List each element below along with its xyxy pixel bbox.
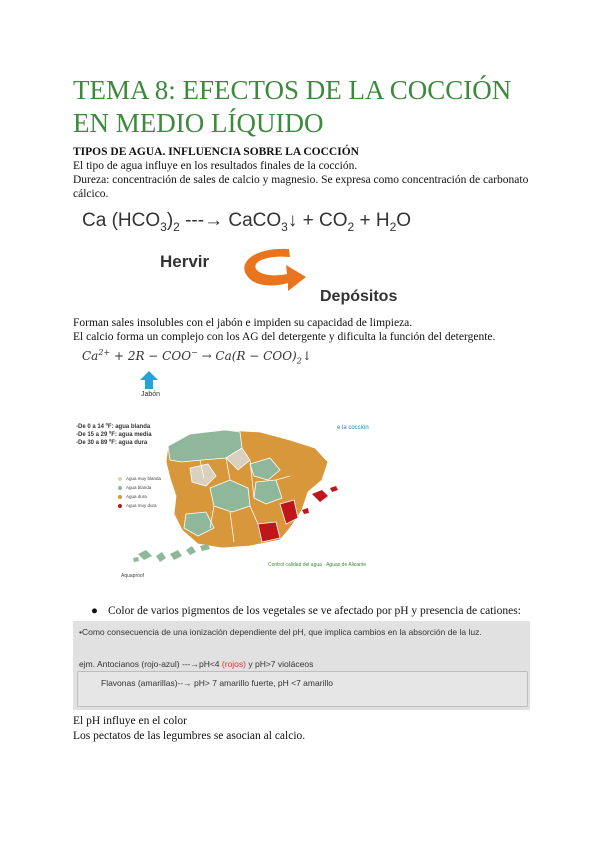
paragraph-water-type: El tipo de agua influye en los resultados finales de la cocción. <box>73 160 358 172</box>
soap-equation: $Ca^{2+} + 2R - COO^- \to Ca(R$ − $COO)_2↓$ <box>82 348 312 366</box>
flavonas-inset <box>77 671 528 707</box>
spain-water-hardness-map <box>130 418 350 568</box>
hardness-scale: -De 0 a 14 ºF: agua blanda -De 15 a 29 ºF: agua media -De 30 a 89 ºF: agua dura <box>76 424 152 446</box>
page-title: TEMA 8: EFECTOS DE LA COCCIÓN EN MEDIO LÍQUIDO <box>73 75 512 138</box>
map-legend <box>118 474 161 510</box>
map-credit: Control calidad del agua · Aguas de Alicante <box>268 562 367 568</box>
deposits-label: Depósitos <box>320 288 398 305</box>
paragraph-pectates: Los pectatos de las legumbres se asocian al calcio. <box>73 730 306 742</box>
reaction-equation: Ca $(HCO_3)_2$ ---→ CaCO$_3$↓ + $CO_2 + H_2O$ <box>82 210 412 234</box>
paragraph-ph-color: El pH influye en el color <box>73 715 188 727</box>
legend-item: Agua muy dura <box>118 501 161 510</box>
paragraph-hardness: Dureza: concentración de sales de calcio y magnesio. Se expresa como concentración de carbonato <box>73 174 529 186</box>
box-anthocyanins-text: ejm. Antocianos (rojo-azul) ---→pH<4 (rojos) y pH>7 violáceos <box>79 659 314 669</box>
box-flavones-text: Flavonas (amarillas)--→ pH> 7 amarillo fuerte, pH <7 amarillo <box>101 678 333 688</box>
bullet-pigments: Color de varios pigmentos de los vegetales se ve afectado por pH y presencia de cationes: <box>108 605 521 617</box>
ph-pigments-box <box>73 621 530 710</box>
paragraph-insoluble-salts: Forman sales insolubles con el jabón e impiden su capacidad de limpieza. <box>73 317 413 329</box>
soap-label: Jabón <box>141 391 161 398</box>
paragraph-hardness-cont: cálcico. <box>73 188 109 200</box>
box-ionization-text: •Como consecuencia de una ionización dependiente del pH, que implica cambios en la absorción de la luz. <box>79 627 482 637</box>
legend-item: Agua muy blanda <box>118 474 161 483</box>
map-title-fragment: e la cocción <box>337 425 369 431</box>
boil-label: Hervir <box>160 252 210 271</box>
legend-item: Agua dura <box>118 492 161 501</box>
bullet-marker: ● <box>91 605 98 617</box>
up-arrow-icon <box>139 370 159 390</box>
curved-arrow-icon <box>234 243 314 299</box>
section-heading: TIPOS DE AGUA. INFLUENCIA SOBRE LA COCCIÓN <box>73 146 359 158</box>
paragraph-calcium-complex: El calcio forma un complejo con los AG del detergente y dificulta la función del detergente. <box>73 331 496 343</box>
legend-item: Agua blanda <box>118 483 161 492</box>
map-source: Aquaproof <box>121 573 145 579</box>
